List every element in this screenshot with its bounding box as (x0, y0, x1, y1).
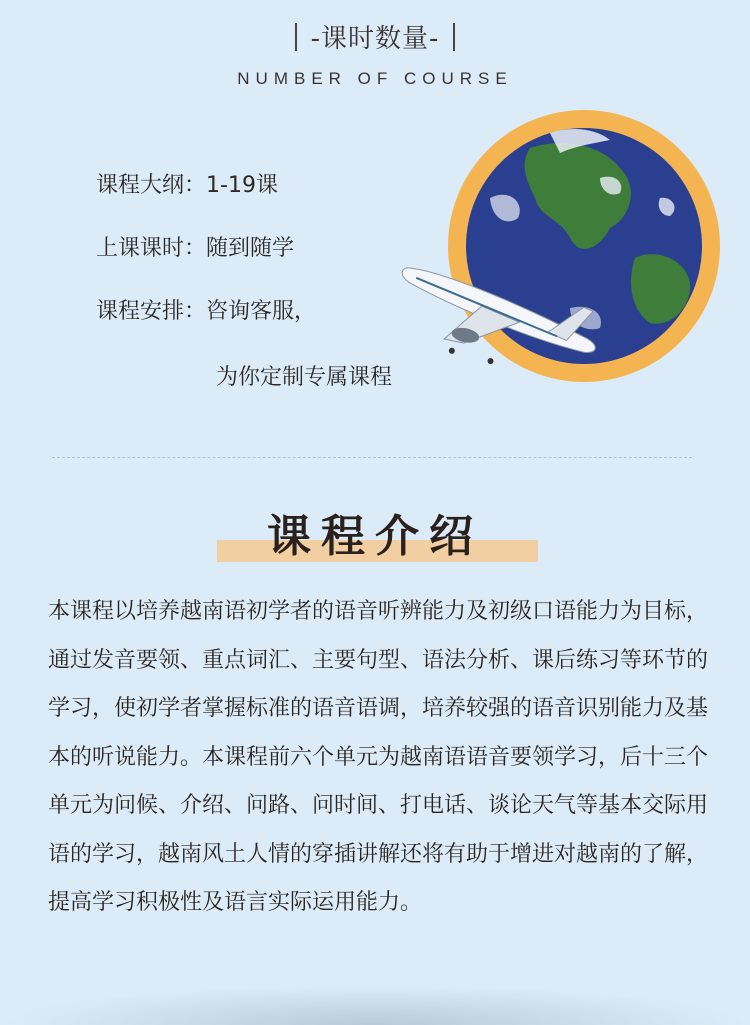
hours-value: 随到随学 (206, 236, 295, 261)
header-title-row (0, 18, 750, 55)
outline-label: 课程大纲： (96, 173, 207, 198)
info-schedule-continued (216, 360, 392, 391)
left-divider-bar (295, 23, 297, 51)
bottom-shadow (0, 985, 750, 1025)
globe-airplane-icon (400, 108, 730, 388)
course-intro-paragraph: 本课程以培养越南语初学者的语音听辨能力及初级口语能力为目标，通过发音要领、重点词汇、主要句型、语法分析、课后练习等环节的学习，使初学者掌握标准的语音语调，培养较强的语音识别能力及基本的听说能力。本课程前六个单元为越南语语音要领学习，后十三个单元为问候、介绍、问路、问时间、打电话、谈论天气等基本交际用语的学习，越南风土人情的穿插讲解还将有助于增进对越南的了解，提高学习积极性及语言实际运用能力。 (48, 599, 709, 915)
section-title: 课程介绍 (267, 511, 483, 562)
hours-label: 上课课时： (96, 236, 207, 261)
schedule-value-2: 为你定制专属课程 (216, 365, 393, 390)
header-title: -课时数量- (310, 24, 440, 54)
info-schedule (96, 294, 316, 325)
schedule-label: 课程安排： (96, 299, 207, 324)
schedule-value: 咨询客服， (206, 299, 317, 324)
dashed-divider (52, 457, 692, 458)
right-divider-bar (453, 23, 455, 51)
info-outline (96, 168, 278, 199)
header-subtitle: NUMBER OF COURSE (237, 69, 513, 88)
info-hours (96, 231, 294, 262)
section-header (0, 18, 750, 89)
outline-value: 1-19课 (206, 173, 278, 198)
section-title-wrap (0, 500, 750, 564)
